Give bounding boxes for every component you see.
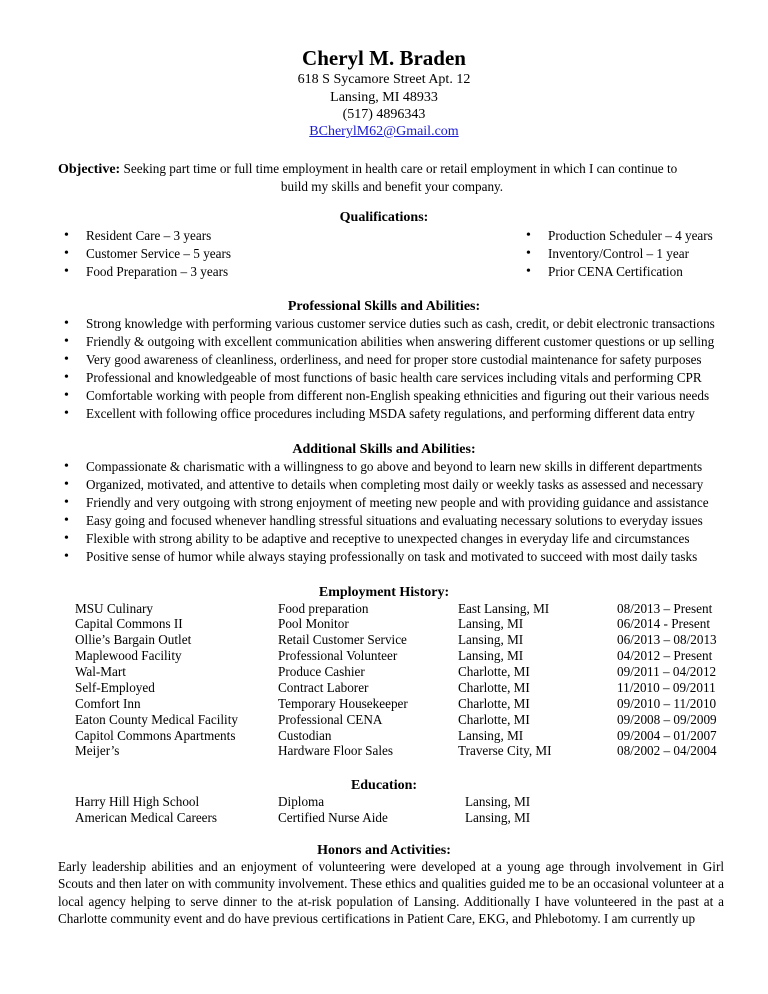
job-title: Temporary Housekeeper bbox=[278, 696, 408, 711]
city-state-zip: Lansing, MI 48933 bbox=[330, 90, 438, 105]
job-title: Produce Cashier bbox=[278, 664, 365, 679]
honors-text: Early leadership abilities and an enjoyment of volunteering were developed at a young age through involvement in Girl Scouts and then later on with community involvement. These ethics and qualities guided me to be an occasional volunteer at a local agency helping to serve dinner to the at-risk population of Lansing. Additionally I have volunteered in the past at a Charlotte community event and do have previous certifications in Patient Care, EKG, and Phlebotomy. I am currently up bbox=[58, 859, 724, 926]
job-dates: 09/2004 – 01/2007 bbox=[617, 728, 717, 743]
list-item: • Strong knowledge with performing various customer service duties such as cash, credit, or debit electronic transactions bbox=[58, 315, 715, 333]
job-dates: 11/2010 – 09/2011 bbox=[617, 680, 716, 695]
education-heading: Education: bbox=[350, 778, 418, 793]
job-dates: 09/2008 – 09/2009 bbox=[617, 712, 717, 727]
honors-heading: Honors and Activities: bbox=[317, 843, 451, 858]
email-link[interactable]: BCherylM62@Gmail.com bbox=[309, 124, 459, 139]
list-item: • Food Preparation – 3 years bbox=[58, 263, 231, 281]
school: American Medical Careers bbox=[75, 810, 218, 825]
applicant-name: Cheryl M. Braden bbox=[302, 46, 466, 70]
job-location: Charlotte, MI bbox=[458, 712, 530, 727]
list-item: • Production Scheduler – 4 years bbox=[520, 227, 713, 245]
job-title: Contract Laborer bbox=[278, 680, 369, 695]
job-dates: 06/2014 - Present bbox=[617, 616, 711, 631]
list-item: • Inventory/Control – 1 year bbox=[520, 245, 713, 263]
job-title: Pool Monitor bbox=[278, 616, 349, 631]
objective-text-1: Seeking part time or full time employment in health care or retail employment in which I can continue to bbox=[123, 161, 678, 176]
job-title: Custodian bbox=[278, 728, 332, 743]
list-item: • Customer Service – 5 years bbox=[58, 245, 231, 263]
list-item: • Very good awareness of cleanliness, orderliness, and need for proper store custodial maintenance for safety purposes bbox=[58, 351, 715, 369]
job-location: Charlotte, MI bbox=[458, 664, 530, 679]
objective-label: Objective: bbox=[58, 162, 121, 177]
job-location: East Lansing, MI bbox=[458, 601, 550, 616]
employer: Capital Commons II bbox=[75, 616, 183, 631]
employer: Capitol Commons Apartments bbox=[75, 728, 236, 743]
employment-heading: Employment History: bbox=[318, 585, 450, 600]
list-item: • Excellent with following office procedures including MSDA safety regulations, and performing different data entry bbox=[58, 405, 715, 423]
school: Harry Hill High School bbox=[75, 794, 200, 809]
list-item: • Prior CENA Certification bbox=[520, 263, 713, 281]
phone-number: (517) 4896343 bbox=[342, 107, 426, 122]
job-location: Charlotte, MI bbox=[458, 696, 530, 711]
job-dates: 09/2011 – 04/2012 bbox=[617, 664, 717, 679]
employer: Meijer’s bbox=[75, 743, 120, 758]
professional-skills-list bbox=[58, 315, 715, 423]
job-dates: 06/2013 – 08/2013 bbox=[617, 632, 717, 647]
credential: Certified Nurse Aide bbox=[278, 810, 388, 825]
job-location: Lansing, MI bbox=[458, 632, 524, 647]
list-item: • Easy going and focused whenever handling stressful situations and evaluating necessary solutions to everyday issues bbox=[58, 512, 709, 530]
employer: Eaton County Medical Facility bbox=[75, 712, 238, 727]
list-item: • Friendly & outgoing with excellent communication abilities when answering different customer questions or up selling bbox=[58, 333, 715, 351]
school-location: Lansing, MI bbox=[465, 810, 531, 825]
list-item: • Positive sense of humor while always staying professionally on task and motivated to succeed with most daily tasks bbox=[58, 548, 709, 566]
job-dates: 08/2013 – Present bbox=[617, 601, 713, 616]
additional-skills-heading: Additional Skills and Abilities: bbox=[292, 442, 476, 457]
objective-text-2: build my skills and benefit your company. bbox=[280, 179, 504, 194]
job-dates: 08/2002 – 04/2004 bbox=[617, 743, 717, 758]
employer: Wal-Mart bbox=[75, 664, 126, 679]
list-item: • Professional and knowledgeable of most functions of basic health care services including vitals and performing CPR bbox=[58, 369, 715, 387]
qualifications-heading: Qualifications: bbox=[339, 210, 429, 225]
professional-skills-heading: Professional Skills and Abilities: bbox=[287, 299, 481, 314]
credential: Diploma bbox=[278, 794, 325, 809]
job-title: Professional CENA bbox=[278, 712, 383, 727]
job-dates: 09/2010 – 11/2010 bbox=[617, 696, 717, 711]
list-item: • Friendly and very outgoing with strong enjoyment of meeting new people and with providing guidance and assistance bbox=[58, 494, 709, 512]
employer: Self-Employed bbox=[75, 680, 155, 695]
additional-skills-list bbox=[58, 458, 709, 566]
job-title: Retail Customer Service bbox=[278, 632, 407, 647]
job-title: Food preparation bbox=[278, 601, 369, 616]
job-title: Hardware Floor Sales bbox=[278, 743, 393, 758]
list-item: • Compassionate & charismatic with a willingness to go above and beyond to learn new skills in different departments bbox=[58, 458, 709, 476]
list-item: • Comfortable working with people from different non-English speaking ethnicities and figuring out their various needs bbox=[58, 387, 715, 405]
objective-section bbox=[58, 160, 726, 195]
job-location: Lansing, MI bbox=[458, 648, 524, 663]
list-item: • Organized, motivated, and attentive to details when completing most daily or weekly tasks as assessed and necessary bbox=[58, 476, 709, 494]
employer: Maplewood Facility bbox=[75, 648, 182, 663]
job-location: Lansing, MI bbox=[458, 728, 524, 743]
job-title: Professional Volunteer bbox=[278, 648, 398, 663]
employer: MSU Culinary bbox=[75, 601, 154, 616]
employer: Comfort Inn bbox=[75, 696, 141, 711]
qualifications-right-list bbox=[520, 227, 713, 281]
street-address: 618 S Sycamore Street Apt. 12 bbox=[297, 72, 471, 87]
job-location: Charlotte, MI bbox=[458, 680, 530, 695]
list-item: • Flexible with strong ability to be adaptive and receptive to unexpected changes in everyday life and circumstances bbox=[58, 530, 709, 548]
job-location: Traverse City, MI bbox=[458, 743, 552, 758]
qualifications-left-list bbox=[58, 227, 231, 281]
school-location: Lansing, MI bbox=[465, 794, 531, 809]
employer: Ollie’s Bargain Outlet bbox=[75, 632, 192, 647]
list-item: • Resident Care – 3 years bbox=[58, 227, 231, 245]
job-location: Lansing, MI bbox=[458, 616, 524, 631]
job-dates: 04/2012 – Present bbox=[617, 648, 713, 663]
